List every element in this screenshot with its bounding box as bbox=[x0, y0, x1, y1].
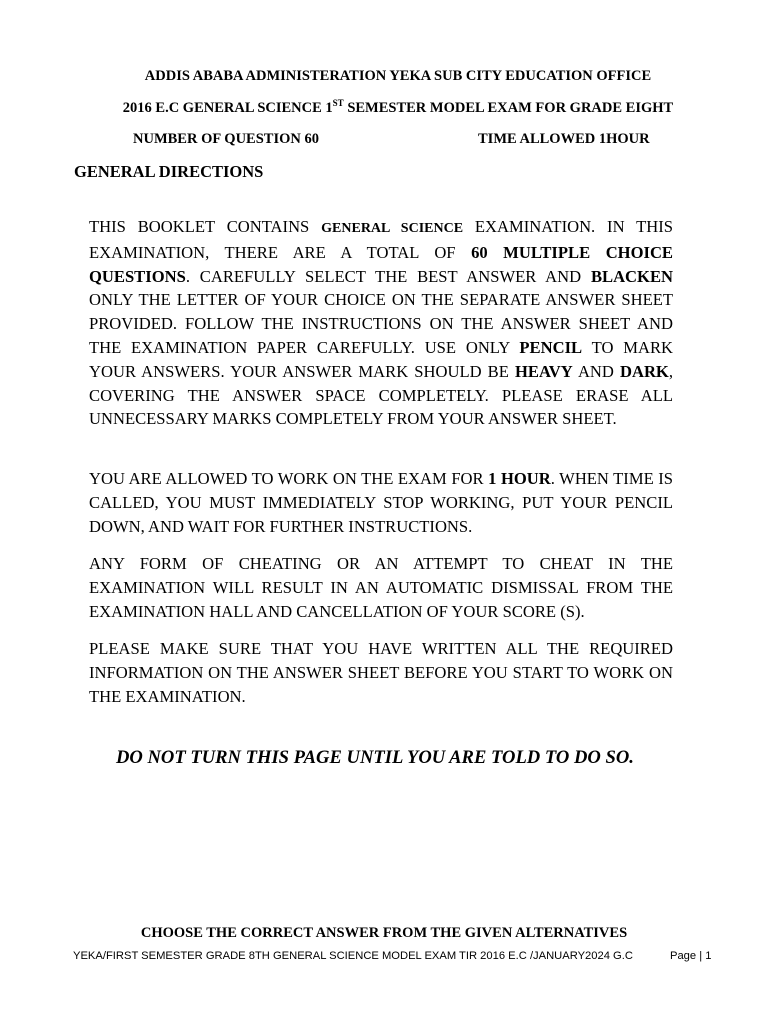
p2-text-1: YOU ARE ALLOWED TO WORK ON THE EXAM FOR bbox=[89, 469, 489, 488]
header-exam-title bbox=[14, 100, 768, 117]
exam-title-end: SEMESTER MODEL EXAM FOR GRADE EIGHT bbox=[343, 100, 674, 116]
p1-bold-pencil: PENCIL bbox=[519, 337, 583, 357]
directions-paragraph-4: PLEASE MAKE SURE THAT YOU HAVE WRITTEN ALL THE REQUIRED INFORMATION ON THE ANSWER SHEET BEFORE YOU START TO WORK ON THE EXAMINATION. bbox=[89, 639, 673, 706]
p2-text-2: . WHEN TIME IS CALLED, YOU MUST IMMEDIATELY STOP WORKING, PUT YOUR PENCIL DOWN, AND WAIT FOR FURTHER INSTRUCTIONS. bbox=[89, 469, 673, 536]
time-allowed: TIME ALLOWED 1HOUR bbox=[478, 131, 650, 147]
p1-bold-blacken: BLACKEN bbox=[590, 266, 673, 286]
footer-exam-info: YEKA/FIRST SEMESTER GRADE 8TH GENERAL SCIENCE MODEL EXAM TIR 2016 E.C /JANUARY2024 G.C bbox=[73, 950, 633, 962]
p1-text-1: THIS BOOKLET CONTAINS bbox=[89, 217, 322, 236]
p1-text-3: . CAREFULLY SELECT THE BEST ANSWER AND bbox=[185, 266, 591, 286]
exam-title-start: 2016 E.C GENERAL SCIENCE 1 bbox=[122, 100, 333, 116]
p1-text-2: EXAMINATION. IN THIS EXAMINATION, THERE ARE A TOTAL OF bbox=[89, 217, 674, 262]
p1-text-5: TO MARK YOUR ANSWERS. YOUR ANSWER MARK SHOULD BE bbox=[89, 337, 673, 381]
exam-title-superscript: ST bbox=[332, 98, 344, 108]
p1-bold-subject: GENERAL SCIENCE bbox=[321, 221, 464, 236]
p1-bold-dark: DARK bbox=[619, 361, 669, 381]
directions-paragraph-3: ANY FORM OF CHEATING OR AN ATTEMPT TO CHEAT IN THE EXAMINATION WILL RESULT IN AN AUTOMATIC DISMISSAL FROM THE EXAMINATION HALL AND CANCELLATION OF YOUR SCORE (S). bbox=[89, 554, 673, 621]
footer-page-number: Page | 1 bbox=[670, 950, 712, 962]
p1-text-7: , COVERING THE ANSWER SPACE COMPLETELY. PLEASE ERASE ALL UNNECESSARY MARKS COMPLETELY FROM YOUR ANSWER SHEET. bbox=[89, 361, 673, 429]
p1-text-6: AND bbox=[572, 361, 620, 381]
p1-bold-count: 60 MULTIPLE CHOICE QUESTIONS bbox=[89, 242, 673, 286]
number-of-questions: NUMBER OF QUESTION 60 bbox=[133, 131, 319, 147]
p1-bold-heavy: HEAVY bbox=[514, 361, 573, 381]
instruction-line: CHOOSE THE CORRECT ANSWER FROM THE GIVEN ALTERNATIVES bbox=[140, 925, 628, 941]
directions-paragraph-2 bbox=[89, 467, 673, 538]
header-office-title: ADDIS ABABA ADMINISTERATION YEKA SUB CITY EDUCATION OFFICE bbox=[144, 68, 652, 84]
directions-paragraph-1 bbox=[89, 215, 673, 431]
p1-text-4: ONLY THE LETTER OF YOUR CHOICE ON THE SEPARATE ANSWER SHEET PROVIDED. FOLLOW THE INSTRUCTIONS ON THE ANSWER SHEET AND THE EXAMINATION PAPER CAREFULLY. USE ONLY bbox=[89, 290, 673, 357]
warning-notice: DO NOT TURN THIS PAGE UNTIL YOU ARE TOLD TO DO SO. bbox=[116, 747, 634, 768]
section-title: GENERAL DIRECTIONS bbox=[74, 162, 264, 181]
p2-bold-duration: 1 HOUR bbox=[488, 469, 551, 488]
